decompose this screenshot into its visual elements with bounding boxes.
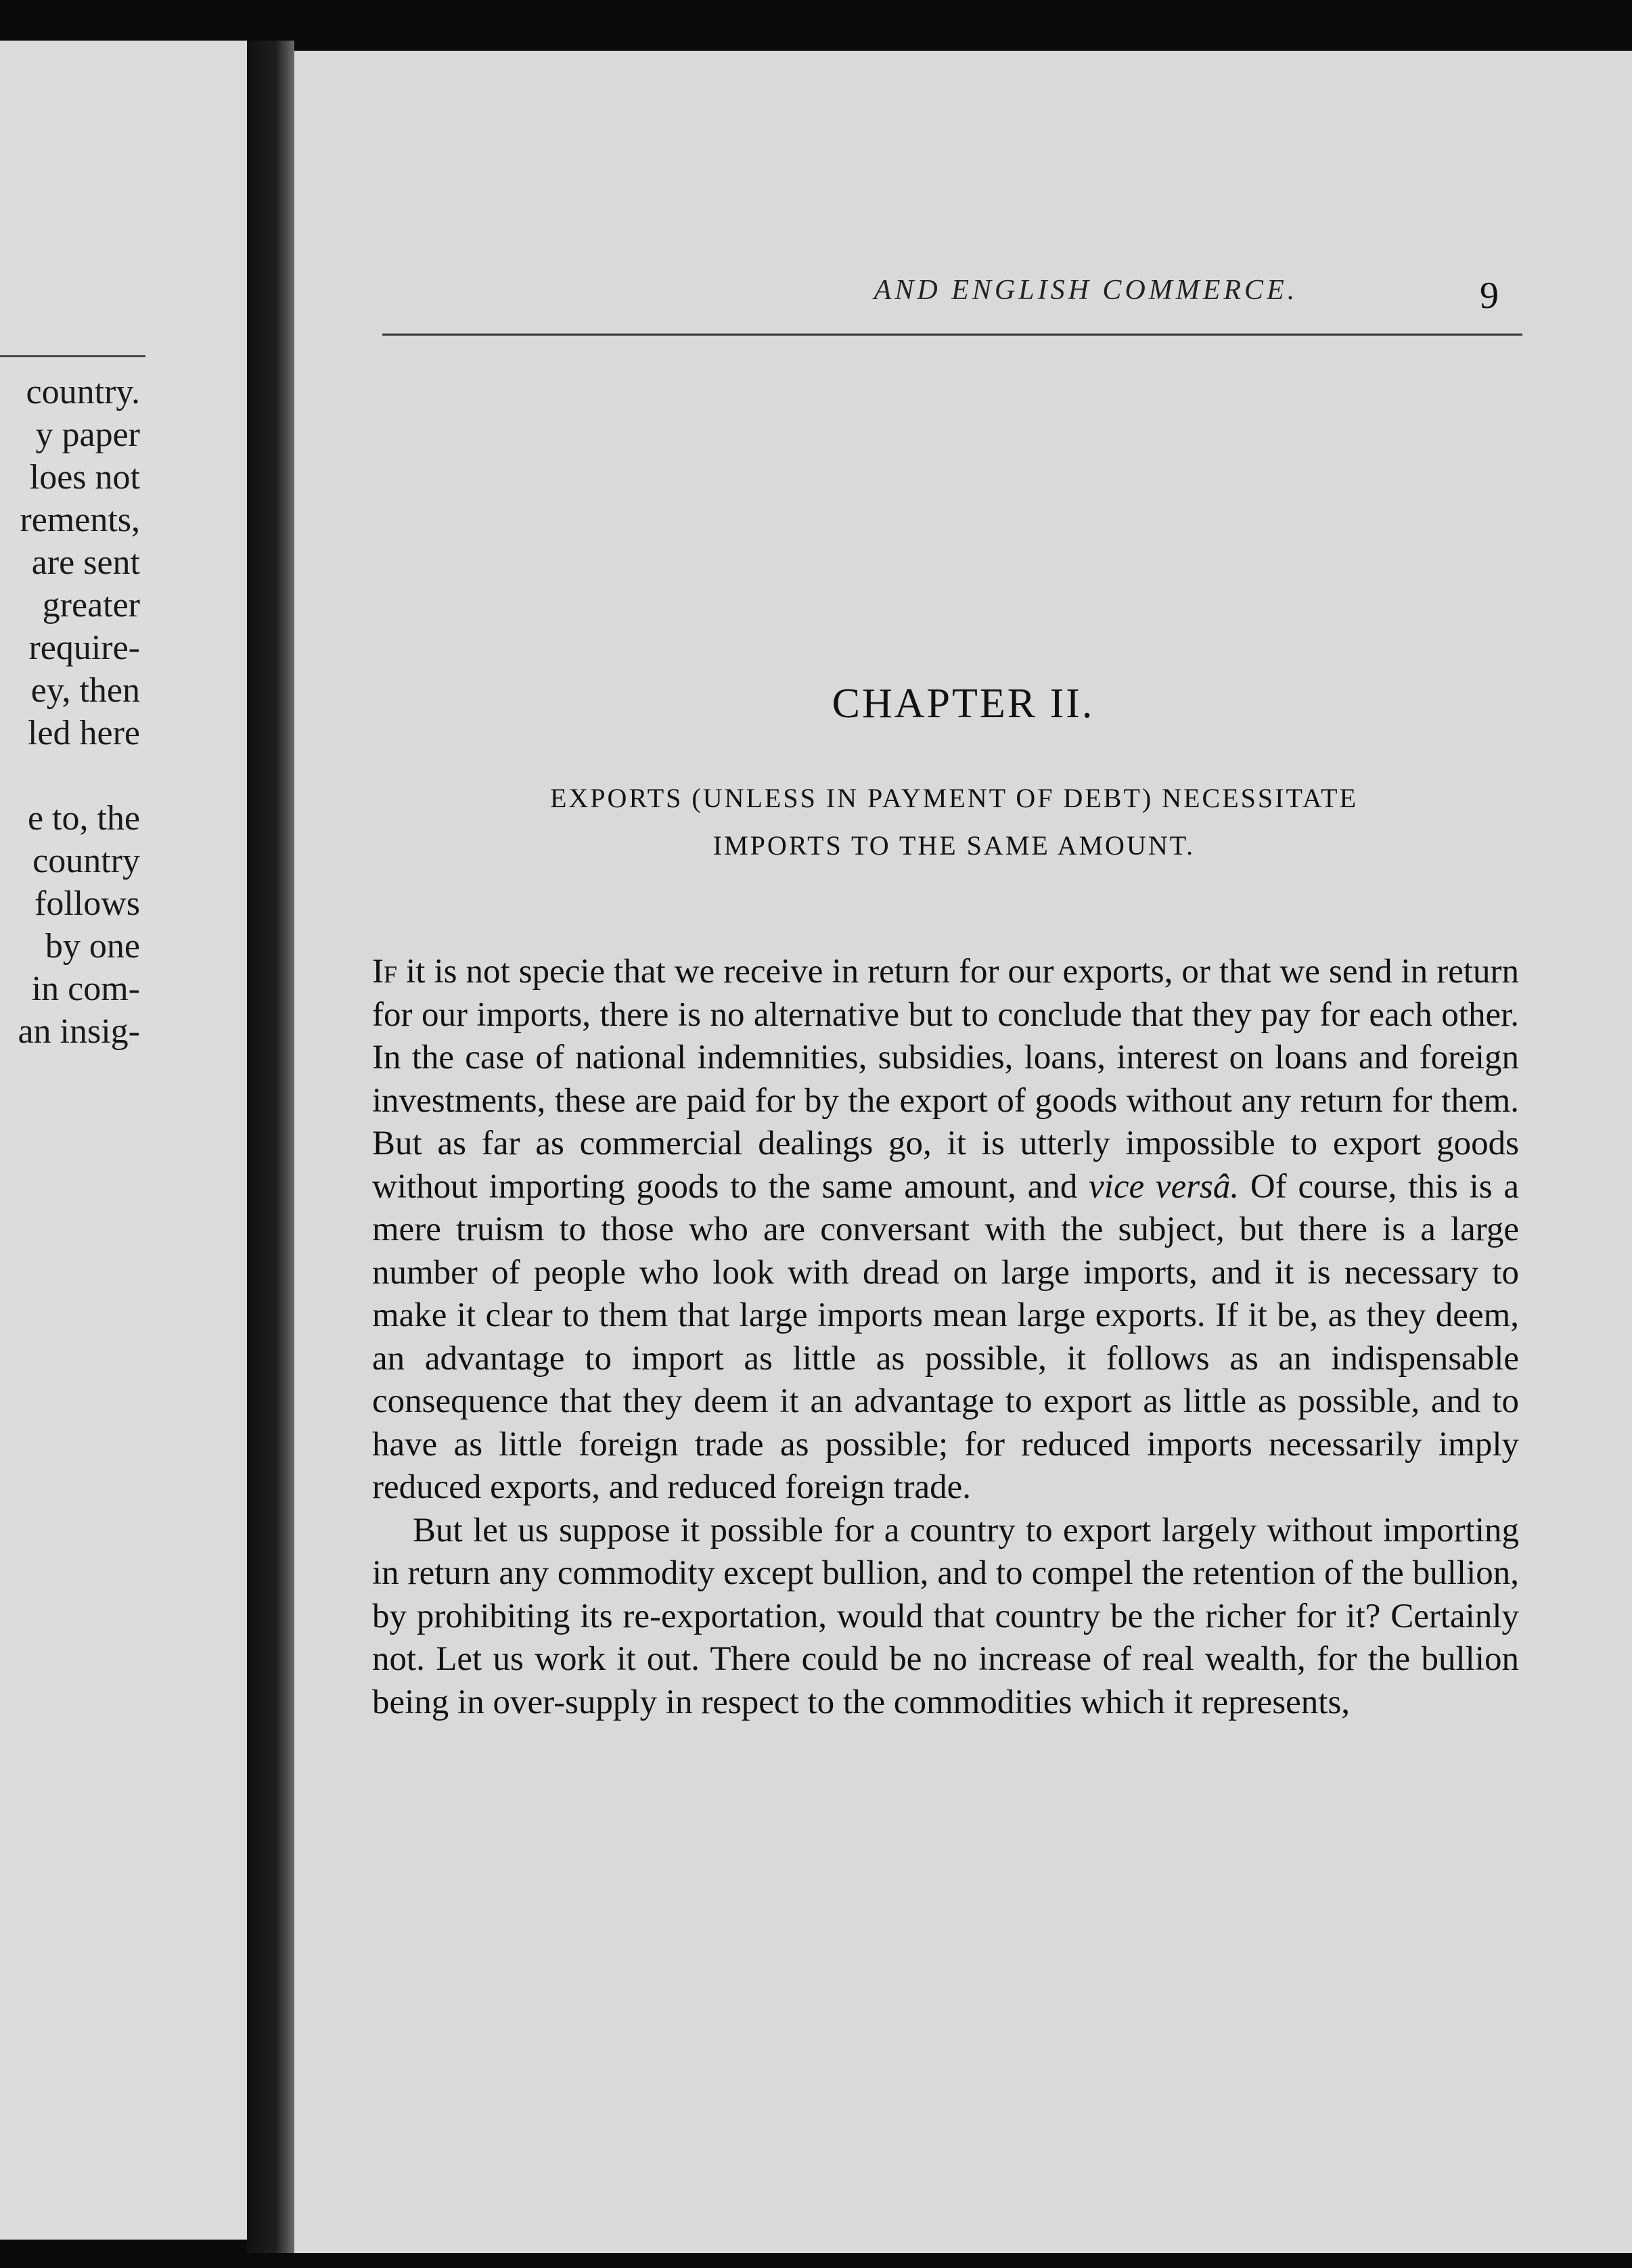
paragraph-opening-word: If <box>372 953 398 991</box>
left-line: y paper <box>35 415 140 454</box>
paragraph-text: it is not specie that we receive in return for our exports, or that we send in return for our imports, there is no alternative but to conclude that they pay for each other. In the case of national indemnities, subsidies, loans, interest on loans and foreign investments, these are paid for by the export of goods without any return for them. But as far as commercial dealings go, it is utterly impossible to export goods without importing goods to the same amount, and <box>372 953 1519 1206</box>
paragraph-text: Of course, this is a mere truism to those who are conversant with the subject, but there is a large number of people who look with dread on large imports, and it is necessary to make it clear to them that large imports mean large exports. If it be, as they deem, an advantage to import as little as possible, it follows as an indispensable consequence that they deem it an advantage to export as little as possible, and to have as little foreign trade as possible; for reduced imports necessarily imply reduced exports, and reduced foreign trade. <box>372 1167 1519 1506</box>
left-line: ey, then <box>30 671 140 710</box>
left-page-text <box>18 371 140 1053</box>
chapter-subtitle <box>376 775 1533 869</box>
left-line: follows <box>35 884 140 923</box>
left-line: country. <box>26 373 140 411</box>
book-page <box>294 51 1632 2253</box>
left-line: e to, the <box>27 799 140 838</box>
chapter-title: CHAPTER II. <box>832 681 1095 727</box>
left-line: by one <box>45 927 140 966</box>
left-line: require- <box>28 629 140 667</box>
paragraph: But let us suppose it possible for a country to export largely without importing in return any commodity except bullion, and to compel the retention of the bullion, by prohibiting its re-exportation, would that country be the richer for it? Certainly not. Let us work it out. There could be no increase of real wealth, for the bullion being in over-supply in respect to the commodities which it represents, <box>372 1511 1519 1721</box>
left-line: led here <box>27 714 140 752</box>
chapter-subtitle-line: EXPORTS (UNLESS IN PAYMENT OF DEBT) NECESSITATE <box>549 783 1359 813</box>
left-line: are sent <box>31 543 140 582</box>
running-head: AND ENGLISH COMMERCE. <box>874 275 1298 306</box>
left-line: an insig- <box>18 1012 140 1051</box>
left-page-rule <box>0 355 145 357</box>
chapter-body <box>372 951 1519 1724</box>
left-line: country <box>32 842 140 880</box>
left-line: loes not <box>29 458 140 497</box>
left-line: greater <box>42 586 140 625</box>
paragraph <box>372 951 1519 1510</box>
page-number: 9 <box>1480 275 1499 317</box>
left-facing-page <box>0 41 247 2240</box>
left-line: rements, <box>20 501 140 539</box>
italic-phrase: vice versâ. <box>1089 1167 1240 1206</box>
book-spine-shadow <box>247 41 294 2253</box>
header-rule <box>382 334 1522 336</box>
chapter-subtitle-line: IMPORTS TO THE SAME AMOUNT. <box>712 830 1196 861</box>
left-line: in com- <box>31 970 140 1008</box>
